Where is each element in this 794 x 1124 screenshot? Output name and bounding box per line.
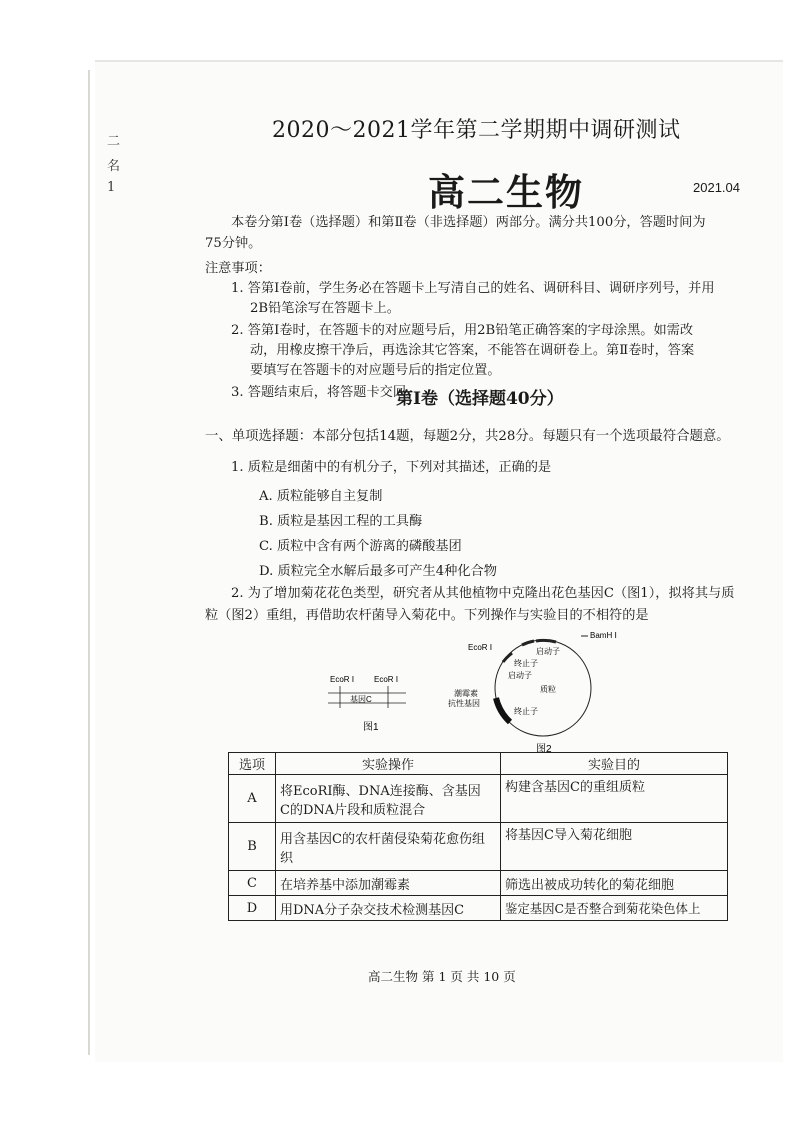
- margin-mark: 名: [107, 159, 121, 174]
- section-title: 第Ⅰ卷（选择题40分）: [396, 389, 564, 409]
- note-item: 2. 答第Ⅰ卷时，在答题卡的对应题号后，用2B铅笔正确答案的字母涂黑。如需改: [231, 323, 694, 338]
- operation-line: 织: [280, 850, 294, 866]
- figure-2-plasmid: [438, 626, 628, 756]
- table-row: [229, 775, 728, 823]
- ecor-site-label: EcoR Ⅰ: [374, 675, 399, 684]
- exam-date: 2021.04: [693, 180, 740, 195]
- bamh-site-label: BamH Ⅰ: [590, 631, 617, 640]
- intro-line: 本卷分第Ⅰ卷（选择题）和第Ⅱ卷（非选择题）两部分。满分共100分，答题时间为: [231, 215, 706, 230]
- intro-line: 75分钟。: [205, 236, 262, 251]
- hygromycin-label: 潮霉素: [454, 689, 478, 698]
- part-heading: 一、单项选择题：本部分包括14题，每题2分，共28分。每题只有一个选项最符合题意。: [205, 429, 730, 444]
- margin-mark: 1: [107, 180, 116, 195]
- table-cell-operation: 在培养基中添加潮霉素: [276, 871, 501, 896]
- figure-1-caption: 图1: [363, 722, 379, 732]
- subject-title: 高二生物: [428, 170, 584, 214]
- table-cell-option: B: [229, 823, 276, 871]
- table-header-row: [229, 753, 728, 775]
- option-d: D. 质粒完全水解后最多可产生4种化合物: [259, 564, 497, 579]
- figure-2-caption: 图2: [536, 744, 552, 755]
- operation-line: 用含基因C的农杆菌侵染菊花愈伤组: [280, 831, 485, 847]
- table-row: [229, 871, 728, 896]
- table-row: [229, 823, 728, 871]
- option-b: B. 质粒是基因工程的工具酶: [259, 514, 423, 529]
- table-cell-goal: 鉴定基因C是否整合到菊花染色体上: [501, 896, 728, 921]
- table-cell-option: C: [229, 871, 276, 896]
- question-stem: 2. 为了增加菊花花色类型，研究者从其他植物中克隆出花色基因C（图1），拟将其与质: [231, 586, 735, 601]
- notes-heading: 注意事项：: [205, 261, 271, 276]
- note-item: 要填写在答题卡的对应题号后的指定位置。: [250, 363, 501, 378]
- page-footer: 高二生物 第 1 页 共 10 页: [368, 969, 516, 984]
- note-item: 2B铅笔涂写在答题卡上。: [250, 301, 400, 316]
- table-cell-goal: 将基因C导入菊花细胞: [501, 823, 728, 871]
- note-item: 3. 答题结束后，将答题卡交回。: [231, 385, 420, 400]
- table-cell-goal: 构建含基因C的重组质粒: [501, 775, 728, 823]
- table-cell-goal: 筛选出被成功转化的菊花细胞: [501, 871, 728, 896]
- margin-mark: 二: [107, 134, 121, 149]
- table-cell-option: D: [229, 896, 276, 921]
- operation-line: 将EcoRⅠ酶、DNA连接酶、含基因: [280, 783, 481, 799]
- options-table: [228, 752, 728, 921]
- promoter-label: 启动子: [508, 671, 532, 680]
- terminator-label: 终止子: [514, 659, 538, 668]
- table-row: [229, 896, 728, 921]
- question-stem: 1. 质粒是细菌中的有机分子，下列对其描述，正确的是: [231, 460, 552, 475]
- question-stem: 粒（图2）重组，再借助农杆菌导入菊花中。下列操作与实验目的不相符的是: [205, 608, 649, 623]
- table-cell-operation: 用DNA分子杂交技术检测基因C: [276, 896, 501, 921]
- operation-line: C的DNA片段和质粒混合: [280, 802, 426, 818]
- figure-1-gene-c: [328, 672, 408, 732]
- page-edge-shadow: [88, 70, 90, 1055]
- plasmid-label: 质粒: [540, 685, 556, 694]
- table-header: 实验目的: [501, 753, 728, 775]
- option-c: C. 质粒中含有两个游离的磷酸基团: [259, 539, 462, 554]
- ecor-site-label: EcoR Ⅰ: [468, 643, 493, 652]
- option-a: A. 质粒能够自主复制: [259, 489, 383, 504]
- table-header: 选项: [229, 753, 276, 775]
- table-cell-operation: [276, 823, 501, 871]
- promoter-label: 启动子: [536, 647, 560, 656]
- gene-c-label: 基因C: [350, 695, 372, 704]
- table-header: 实验操作: [276, 753, 501, 775]
- resistance-gene-label: 抗性基因: [448, 699, 480, 708]
- terminator-label: 终止子: [514, 707, 538, 716]
- table-cell-operation: [276, 775, 501, 823]
- table-cell-option: A: [229, 775, 276, 823]
- note-item: 1. 答第Ⅰ卷前，学生务必在答题卡上写清自己的姓名、调研科目、调研序列号，并用: [231, 281, 715, 296]
- page-top-edge: [95, 60, 783, 62]
- note-item: 动，用橡皮擦干净后，再选涂其它答案，不能答在调研卷上。第Ⅱ卷时，答案: [250, 343, 695, 358]
- ecor-site-label: EcoR Ⅰ: [330, 675, 355, 684]
- exam-title: 2020～2021学年第二学期期中调研测试: [272, 118, 681, 143]
